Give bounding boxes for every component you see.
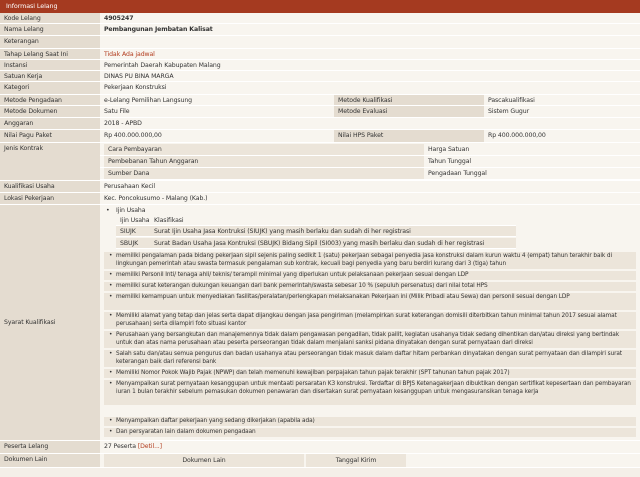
value-metode-pengadaan: e-Lelang Pemilihan Langsung — [100, 95, 640, 105]
value-pagu: Rp 400.000.000,00 — [100, 130, 640, 142]
label-jenis-kontrak: Jenis Kontrak — [0, 143, 100, 180]
bullet-icon: • — [106, 207, 110, 214]
value-instansi: Pemerintah Daerah Kabupaten Malang — [100, 60, 640, 70]
label-hps: Nilai HPS Paket — [334, 130, 484, 142]
izin-col-klasifikasi: Klasifikasi — [154, 217, 184, 224]
syarat-item: • Salah satu dan/atau semua pengurus dan badan usahanya atau perseorangan tidak masuk dalam daftar hitam perbankan dinyatakan dengan surat pernyataan dan dilampiri surat keterangan baik dari referensi bank — [104, 350, 636, 367]
section-header: Informasi Lelang — [0, 0, 640, 13]
syarat-item: • memiliki kemampuan untuk menyediakan fasilitas/peralatan/perlengkapan melaksanakan Pekerjaan ini (Milik Pribadi atau Sewa) dan personil sesuai dengan LDP — [104, 293, 636, 310]
value-keterangan — [100, 36, 640, 48]
peserta-detail-link[interactable]: [Detil...] — [137, 443, 162, 450]
row-metode-dokumen — [0, 106, 640, 118]
row-anggaran — [0, 118, 640, 130]
row-satker — [0, 71, 640, 82]
syarat-container — [100, 205, 640, 440]
syarat-item: • Memiliki Nomor Pokok Wajib Pajak (NPWP) dan telah memenuhi kewajiban perpajakan tahun pajak terakhir (SPT tahunan tahun pajak 2017) — [104, 369, 636, 378]
label-kualifikasi-usaha: Kualifikasi Usaha — [0, 181, 100, 192]
dokumen-table — [100, 454, 640, 467]
value-peserta: 27 Peserta — [104, 443, 136, 450]
value-satker: DINAS PU BINA MARGA — [100, 71, 640, 81]
value-kategori: Pekerjaan Konstruksi — [100, 82, 640, 94]
row-dokumen-lain — [0, 454, 640, 468]
label-keterangan: Keterangan — [0, 36, 100, 48]
izin-row — [116, 238, 516, 249]
label-metode-dokumen: Metode Dokumen — [0, 106, 100, 117]
row-peserta — [0, 441, 640, 454]
label-tahap: Tahap Lelang Saat Ini — [0, 49, 100, 59]
row-jenis-kontrak — [0, 143, 640, 181]
kontrak-row — [100, 156, 640, 168]
row-syarat-kualifikasi — [0, 205, 640, 441]
label-dokumen-lain: Dokumen Lain — [0, 454, 100, 467]
syarat-item: • Menyampaikan surat pernyataan kesanggupan untuk mentaati persaratan K3 konstruksi. Terdaftar di BPJS Ketenagakerjaan dibuktikan dengan sertifikat kepesertaan dan pembayaran iuran 1 bulan terakhir sebelum pemasukan dokumen penawaran dan disertakan surat pernyataan kesanggupan untuk mengasuransikan tenaga kerja — [104, 380, 636, 405]
row-nama — [0, 24, 640, 36]
dokumen-col-dokumen: Dokumen Lain — [104, 454, 304, 467]
value-nama: Pembangunan Jembatan Kalisat — [100, 24, 640, 35]
syarat-item: • Dan persyaratan lain dalam dokumen pengadaan — [104, 428, 636, 437]
dokumen-col-tanggal: Tanggal Kirim — [306, 454, 406, 467]
kontrak-row — [100, 168, 640, 180]
label-metode-kualifikasi: Metode Kualifikasi — [334, 95, 484, 105]
kontrak-label: Sumber Dana — [104, 168, 424, 179]
row-tahap — [0, 49, 640, 60]
syarat-item: • Menyampaikan daftar pekerjaan yang sedang dikerjakan (apabila ada) — [104, 417, 636, 426]
row-kode — [0, 13, 640, 24]
label-metode-pengadaan: Metode Pengadaan — [0, 95, 100, 105]
value-anggaran: 2018 - APBD — [100, 118, 640, 129]
izin-code: SIUJK — [120, 228, 136, 235]
value-metode-dokumen: Satu File — [100, 106, 640, 117]
izin-header — [116, 215, 516, 226]
label-lokasi: Lokasi Pekerjaan — [0, 193, 100, 204]
izin-usaha-title: Ijin Usaha — [116, 207, 146, 214]
kontrak-label: Pembebanan Tahun Anggaran — [104, 156, 424, 167]
izin-desc: Surat Badan Usaha Jasa Kontruksi (SBUJK) Bidang Sipil (SI003) yang masih berlaku dan sudah di her registrasi — [154, 240, 485, 247]
value-metode-evaluasi: Sistem Gugur — [488, 108, 530, 115]
kontrak-value: Pengadaan Tunggal — [428, 170, 487, 177]
izin-desc: Surat Ijin Usaha Jasa Kontruksi (SIUJK) yang masih berlaku dan sudah di her registrasi — [154, 228, 411, 235]
syarat-item: • memiliki Personil Inti/ tenaga ahli/ teknis/ terampil minimal yang diperlukan untuk pelaksanaan pekerjaan sesuai dengan LDP — [104, 271, 636, 280]
kontrak-row — [100, 144, 640, 156]
label-peserta: Peserta Lelang — [0, 441, 100, 453]
jenis-kontrak-table — [100, 143, 640, 180]
value-hps: Rp 400.000.000,00 — [488, 132, 546, 139]
label-satker: Satuan Kerja — [0, 71, 100, 81]
izin-code: SBUJK — [120, 240, 139, 247]
value-peserta-cell — [100, 441, 640, 453]
izin-row — [116, 226, 516, 237]
syarat-item: • memiliki pengalaman pada bidang pekerjaan sipil sejenis paling sedikit 1 (satu) pekerjaan sebagai penyedia jasa konstruksi dalam kurun waktu 4 (empat) tahun terakhir baik di lingkungan pemerintah atau swasta termasuk pengalaman sub kontrak, kecuali bagi penyedia yang baru berdiri kurang dari 3 (tiga) tahun — [104, 252, 636, 269]
kontrak-value: Tahun Tunggal — [428, 158, 472, 165]
value-metode-kualifikasi: Pascakualifikasi — [488, 97, 535, 104]
izin-col-ijin: Ijin Usaha — [120, 217, 150, 224]
value-kualifikasi-usaha: Perusahaan Kecil — [100, 181, 640, 192]
syarat-item: • Perusahaan yang bersangkutan dan manajemennya tidak dalam pengawasan pengadilan, tidak pailit, kegiatan usahanya tidak sedang dihentikan dan/atau direksi yang bertindak untuk dan atas nama perusahaan atau peserta perseorangan tidak dalam menjalani sanksi pidana dinyatakan dengan surat pernyataan dari direksi — [104, 331, 636, 348]
kontrak-value: Harga Satuan — [428, 146, 470, 153]
row-metode-pengadaan — [0, 95, 640, 106]
syarat-item: • Memiliki alamat yang tetap dan jelas serta dapat dijangkau dengan jasa pengiriman (melampirkan surat keterangan domisili diterbitkan tahun minimal tahun 2017 sesuai alamat perusahaan) serta dilampiri foto situasi kantor — [104, 312, 636, 329]
label-instansi: Instansi — [0, 60, 100, 70]
label-kategori: Kategori — [0, 82, 100, 94]
syarat-item: • memiliki surat keterangan dukungan keuangan dari bank pemerintah/swasta sebesar 10 % (sepuluh persenatus) dari nilai total HPS — [104, 282, 636, 291]
row-lokasi — [0, 193, 640, 205]
row-kualifikasi-usaha — [0, 181, 640, 193]
label-pagu: Nilai Pagu Paket — [0, 130, 100, 142]
label-nama: Nama Lelang — [0, 24, 100, 35]
label-syarat-kualifikasi: Syarat Kualifikasi — [0, 205, 100, 440]
label-metode-evaluasi: Metode Evaluasi — [334, 106, 484, 117]
row-instansi — [0, 60, 640, 71]
label-anggaran: Anggaran — [0, 118, 100, 129]
value-kode: 4905247 — [100, 13, 640, 23]
row-kategori — [0, 82, 640, 95]
label-kode: Kode Lelang — [0, 13, 100, 23]
kontrak-label: Cara Pembayaran — [104, 144, 424, 155]
value-lokasi: Kec. Poncokusumo - Malang (Kab.) — [100, 193, 640, 204]
value-tahap: Tidak Ada jadwal — [100, 49, 640, 59]
row-keterangan — [0, 36, 640, 49]
row-pagu — [0, 130, 640, 143]
